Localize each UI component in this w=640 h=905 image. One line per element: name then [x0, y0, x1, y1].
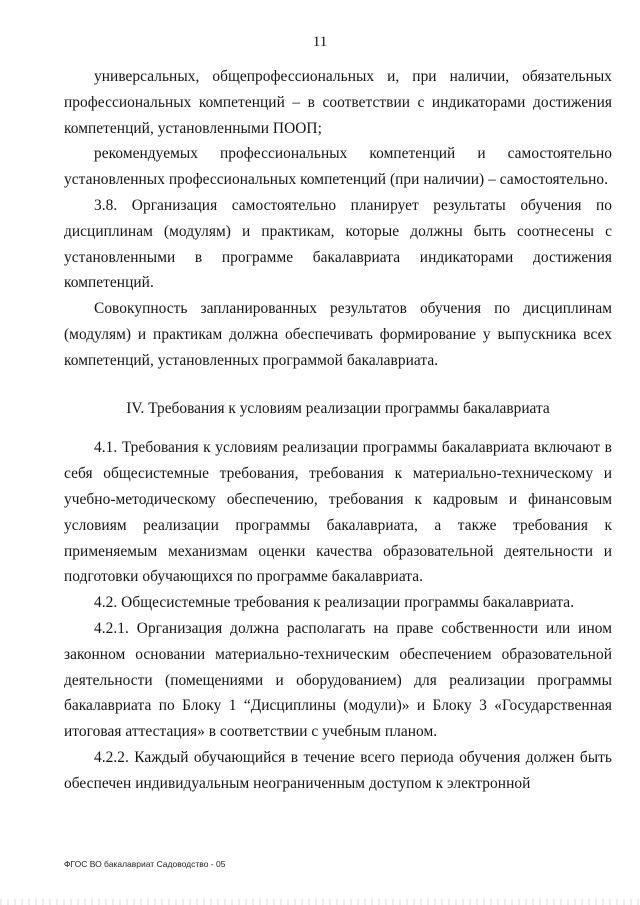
page-footer: ФГОС ВО бакалавриат Садоводство - 05 [64, 859, 226, 869]
scan-edge-marks [0, 899, 640, 905]
paragraph-competencies-universal: универсальных, общепрофессиональных и, при наличии, обязательных профессиональных компетенций – в соответствии с индикаторами достижения компетенций, установленными ПООП; [64, 68, 612, 137]
paragraph-3-8: 3.8. Организация самостоятельно планирует результаты обучения по дисциплинам (модулям) и практикам, которые должны быть соотнесены с установленными в программе бакалавриата индикаторами достижения компетенций. [64, 196, 612, 292]
paragraph-4-1: 4.1. Требования к условиям реализации программы бакалавриата включают в себя общесистемные требования, требования к материально-техническому и учебно-методическому обеспечению, требования к кадровым и финансовым условиям реализации программы бакалавриата, а также требования к применяемым механизмам оценки качества образовательной деятельности и подготовки обучающихся по программе бакалавриата. [64, 439, 612, 586]
paragraph-learning-outcomes: Совокупность запланированных результатов обучения по дисциплинам (модулям) и практикам должна обеспечивать формирование у выпускника всех компетенций, установленных программой бакалавриата. [64, 300, 612, 369]
section-heading-iv: IV. Требования к условиям реализации программы бакалавриата [126, 399, 550, 417]
paragraph-competencies-recommended: рекомендуемых профессиональных компетенций и самостоятельно установленных профессиональных компетенций (при наличии) – самостоятельно. [64, 145, 612, 189]
page-number: 11 [312, 34, 328, 50]
paragraph-4-2-2: 4.2.2. Каждый обучающийся в течение всего периода обучения должен быть обеспечен индивидуальным неограниченным доступом к электронной [64, 748, 612, 792]
document-body [64, 64, 612, 797]
paragraph-4-2: 4.2. Общесистемные требования к реализации программы бакалавриата. [94, 594, 575, 612]
paragraph-4-2-1: 4.2.1. Организация должна располагать на праве собственности или ином законном основании материально-техническим обеспечением образовательной деятельности (помещениями и оборудованием) для реализации программы бакалавриата по Блоку 1 “Дисциплины (модули)» и Блоку 3 «Государственная итоговая аттестация» в соответствии с учебным планом. [64, 619, 612, 741]
